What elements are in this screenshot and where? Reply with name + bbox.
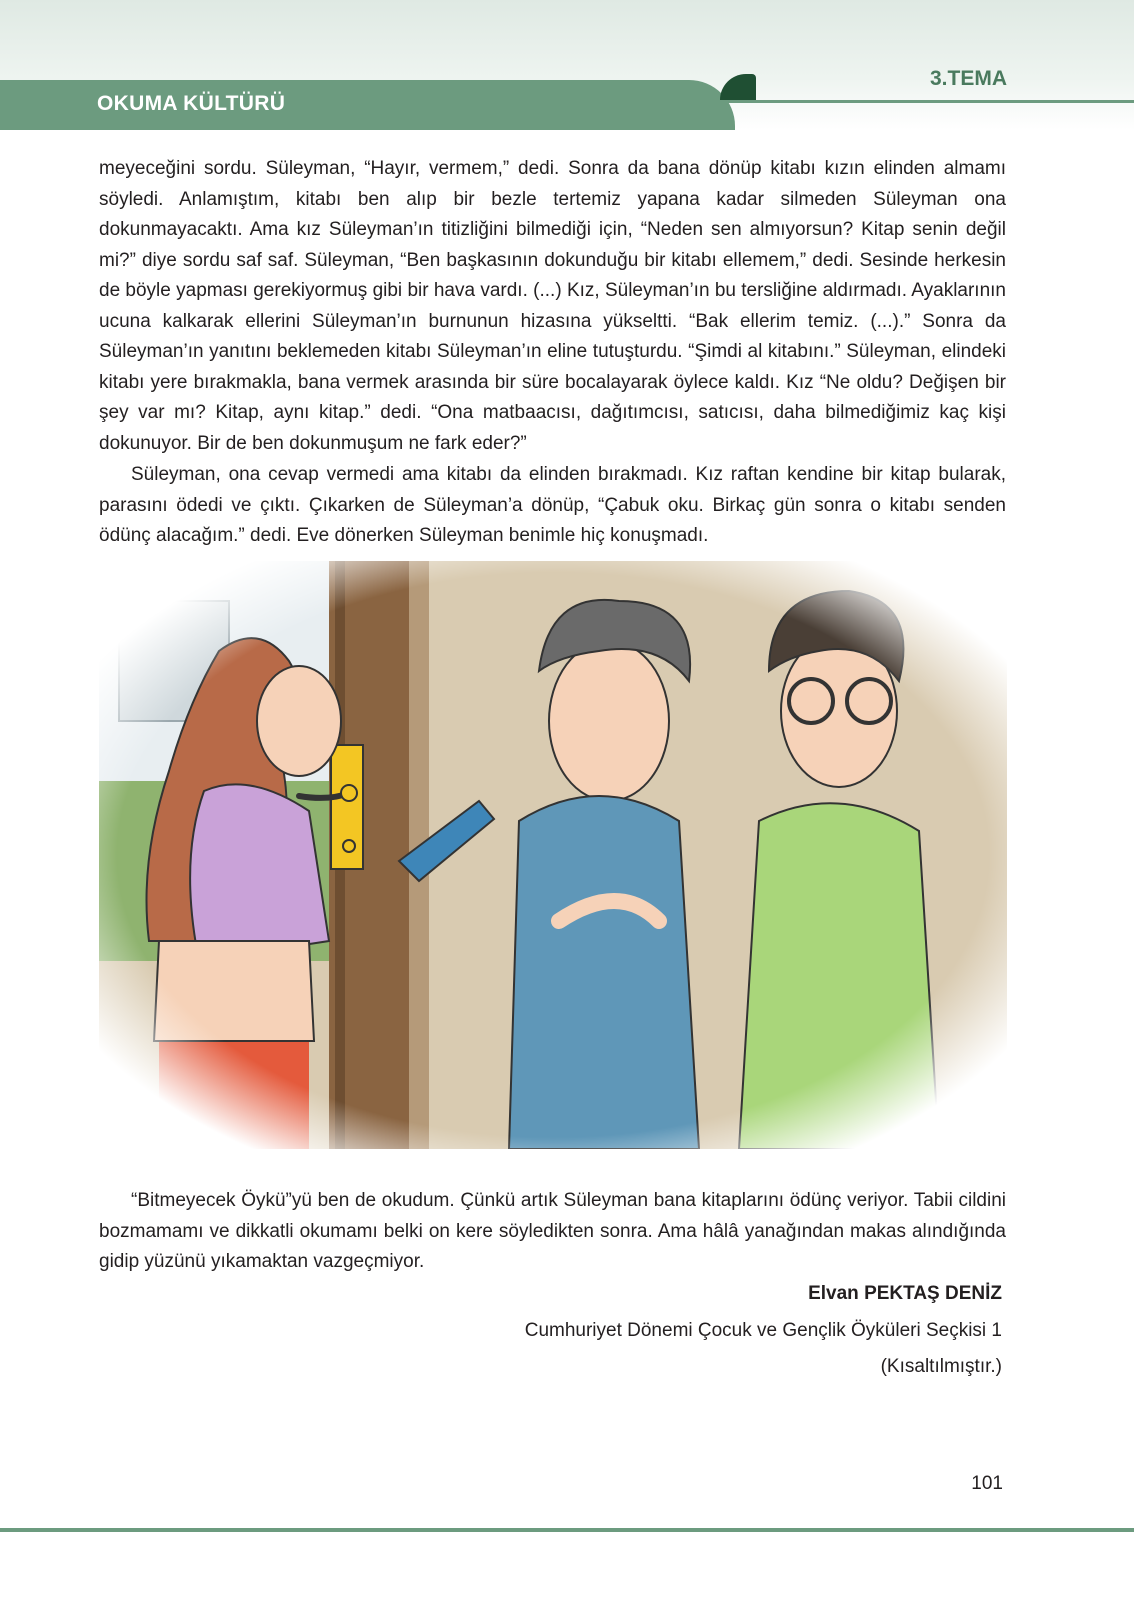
abridged-note: (Kısaltılmıştır.) xyxy=(880,1356,1002,1377)
footer-rule xyxy=(0,1528,1134,1532)
source-title: Cumhuriyet Dönemi Çocuk ve Gençlik Öyküleri Seçkisi 1 xyxy=(524,1320,1002,1341)
author-name: Elvan PEKTAŞ DENİZ xyxy=(808,1283,1002,1304)
story-paragraph-1: meyeceğini sordu. Süleyman, “Hayır, vermem,” dedi. Sonra da bana dönüp kitabı kızın elinden almamı söyledi. Anlamıştım, kitabı ben alıp bir bezle tertemiz yapana kadar silmeden Süleyman ona dokunmayacaktı. Ama kız Süleyman’ın titizliğini bilmediği için, “Neden sen almıyorsun? Kitap senin değil mi?” diye sordu saf saf. Süleyman, “Ben başkasının dokunduğu bir kitabı ellemem,” dedi. Sesinde herkesin de böyle yapması gerekiyormuş gibi bir hava vardı. (...) Kız, Süleyman’ın bu tersliğine aldırmadı. Ayaklarının ucuna kalkarak ellerini Süleyman’ın burnunun hizasına yükseltti. “Bak ellerim temiz. (...).” Sonra da Süleyman’ın yanıtını beklemeden kitabı Süleyman’ın eline tutuşturdu. “Şimdi al kitabını.” Süleyman, elindeki kitabı yere bırakmakla, bana vermek arasında bir süre bocalayarak öylece kaldı. Kız “Ne oldu? Değişen bir şey var mı? Kitap, aynı kitap.” dedi. “Ona matbaacısı, dağıtımcısı, satıcısı, daha bilmediğimiz kaç kişi dokunuyor. Bir de ben dokunmuşum ne fark eder?” xyxy=(99,158,1006,454)
story-paragraph-3: “Bitmeyecek Öykü”yü ben de okudum. Çünkü artık Süleyman bana kitaplarını ödünç veriyor. Tabii cildini bozmamamı ve dikkatli okumamı belki on kere söyledikten sonra. Ama hâlâ yanağından makas alındığında gidip yüzünü yıkamaktan vazgeçmiyor. xyxy=(99,1190,1006,1272)
page-number: 101 xyxy=(971,1473,1003,1494)
theme-label: 3.TEMA xyxy=(929,67,1007,90)
story-paragraph-2: Süleyman, ona cevap vermedi ama kitabı da elinden bırakmadı. Kız raftan kendine bir kitap bularak, parasını ödedi ve çıktı. Çıkarken de Süleyman’a dönüp, “Çabuk oku. Birkaç gün sonra o kitabı senden ödünç alacağım.” dedi. Eve dönerken Süleyman benimle hiç konuşmadı. xyxy=(99,464,1006,546)
story-illustration xyxy=(99,561,1007,1149)
header-rule xyxy=(720,100,1134,103)
section-title: OKUMA KÜLTÜRÜ xyxy=(97,92,286,115)
